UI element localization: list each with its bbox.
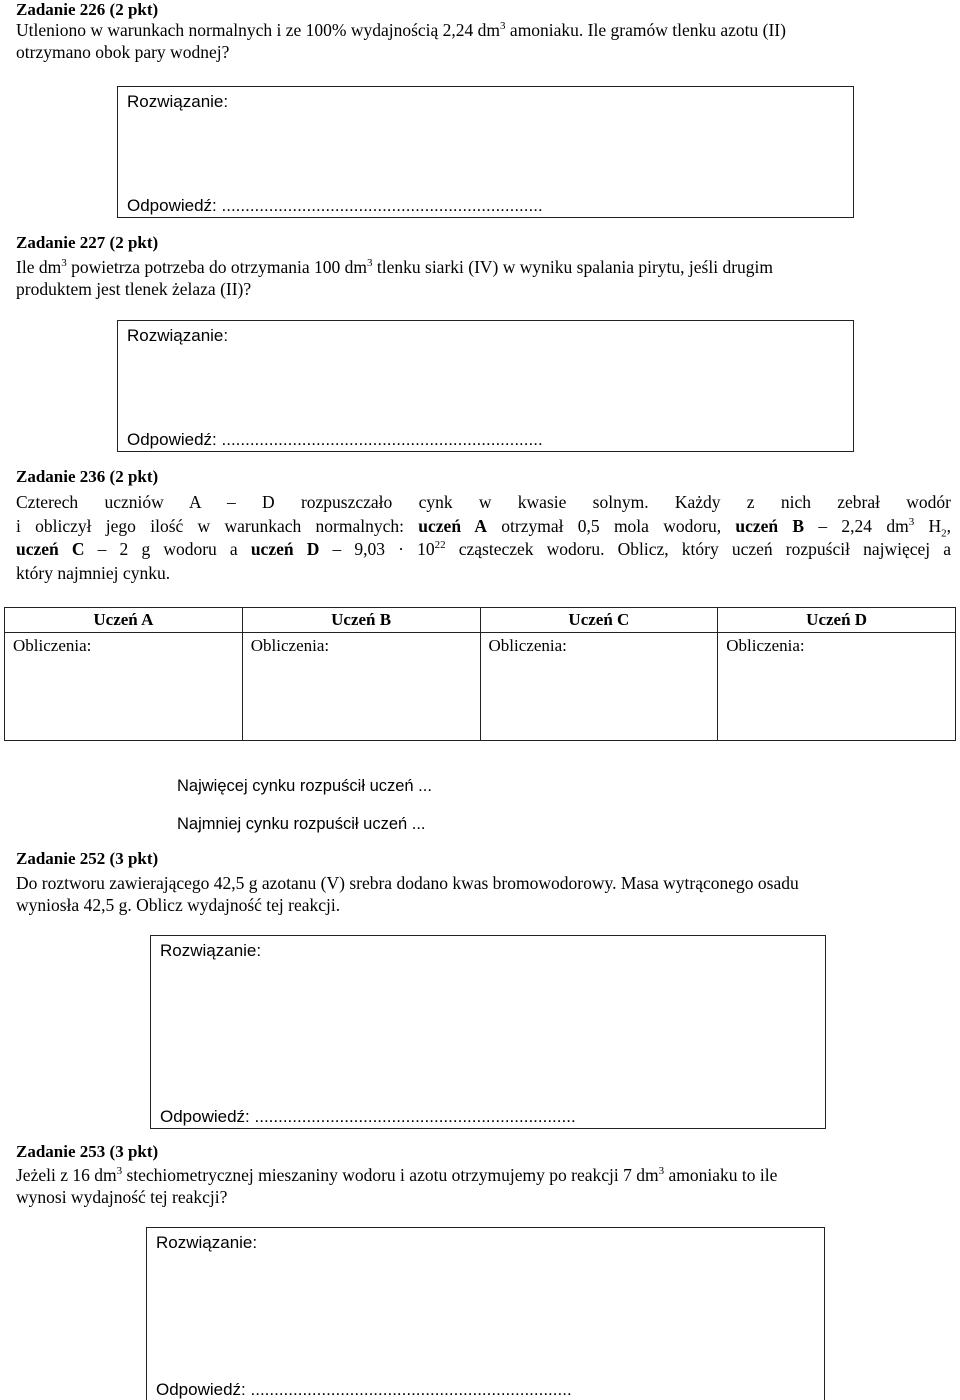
task-253-text: Jeżeli z 16 $dm^3$ stechiometrycznej mieszaniny wodoru i azotu otrzymujemy po reakcji 7 $dm^3$ amoniaku to ile wynosi wydajność tej reakcji? [16,1165,778,1207]
task-227-text: Ile $dm^3$ powietrza potrzeba do otrzymania 100 $dm^3$ tlenku siarki (IV) w wyniku spalania pirytu, jeśli drugim produktem jest tlenek żelaza (II)? [16,257,773,299]
calc-cell-c[interactable]: Obliczenia: [480,633,718,741]
calc-cell-b[interactable]: Obliczenia: [242,633,480,741]
task-236-text: Czterech uczniów A – D rozpuszczało cynk w kwasie solnym. Każdy z nich zebrał wodór i obliczył jego ilość w warunkach normalnych: uczeń A otrzymał 0,5 mola wodoru, uczeń B – 2,24 $dm^3$ $H_2$, uczeń C – 2 g wodoru a uczeń $D - 9,03 \cdot 10^{22}$ cząsteczek wodoru. Oblicz, który uczeń rozpuścił najwięcej a który najmniej cynku. [16,492,952,583]
solution-label: Rozwiązanie: [127,92,229,111]
students-table [4,607,956,741]
task-226-text: Utleniono w warunkach normalnych i ze 100% wydajnością 2,24 $dm^3$ amoniaku. Ile gramów tlenku azotu (II) otrzymano obok pary wodnej? [16,20,786,62]
task-253-title: Zadanie 253 (3 pkt) [16,1142,159,1161]
answer-label: Odpowiedź: .................................................................... [160,1107,576,1126]
answer-label: Odpowiedź: .................................................................... [127,430,543,449]
task-226-title: Zadanie 226 (2 pkt) [16,0,159,19]
task-227-solution-box[interactable] [117,320,854,452]
task-253-solution-box[interactable] [146,1227,825,1400]
header-student-c: Uczeń C [480,608,718,633]
solution-label: Rozwiązanie: [156,1233,258,1252]
calc-cell-d[interactable]: Obliczenia: [718,633,956,741]
task-252-solution-box[interactable] [150,935,826,1129]
task-252-title: Zadanie 252 (3 pkt) [16,849,159,868]
header-student-a: Uczeń A [5,608,243,633]
task-227-title: Zadanie 227 (2 pkt) [16,233,159,252]
header-student-b: Uczeń B [242,608,480,633]
task-226-solution-box[interactable] [117,86,854,218]
header-student-d: Uczeń D [718,608,956,633]
solution-label: Rozwiązanie: [160,941,262,960]
task-236-title: Zadanie 236 (2 pkt) [16,467,159,486]
most-zinc-answer[interactable]: Najwięcej cynku rozpuścił uczeń ... [177,777,432,795]
answer-label: Odpowiedź: .................................................................... [156,1380,572,1399]
task-252-text: Do roztworu zawierającego 42,5 g azotanu (V) srebra dodano kwas bromowodorowy. Masa wytrąconego osadu wyniosła 42,5 g. Oblicz wydajność tej reakcji. [16,873,799,915]
least-zinc-answer[interactable]: Najmniej cynku rozpuścił uczeń ... [177,815,426,833]
calc-cell-a[interactable]: Obliczenia: [5,633,243,741]
answer-label: Odpowiedź: .................................................................... [127,196,543,215]
solution-label: Rozwiązanie: [127,326,229,345]
